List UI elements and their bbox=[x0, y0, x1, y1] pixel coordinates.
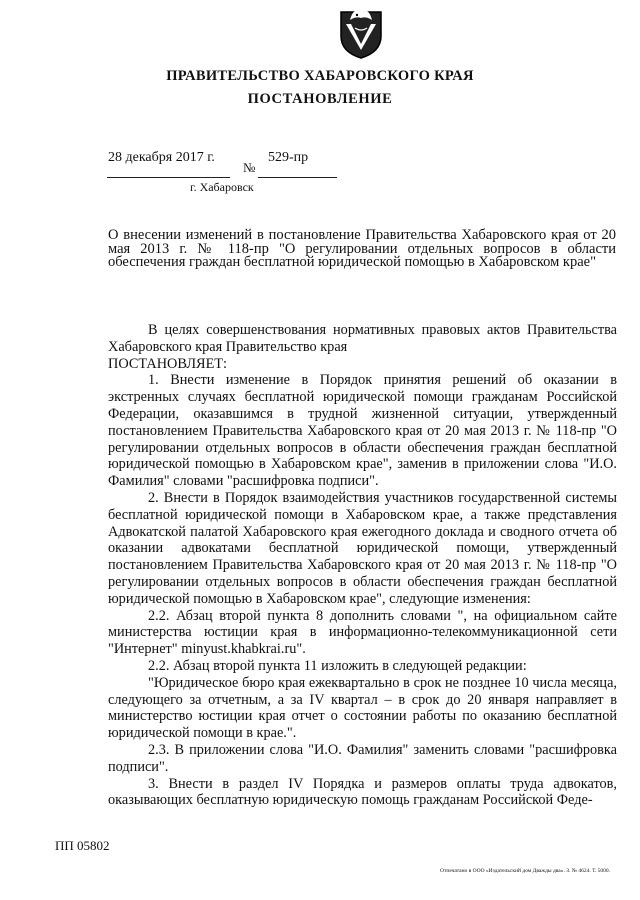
paragraph-3: 3. Внести в раздел IV Порядка и размеров оплаты труда адвокатов, оказывающих бесплатную юридическую помощь гражданам Российской Феде- bbox=[108, 775, 617, 809]
government-name: ПРАВИТЕЛЬСТВО ХАБАРОВСКОГО КРАЯ bbox=[166, 68, 474, 84]
print-imprint: Отпечатано в ООО «Издательский дом Дважды два». З. № 4624. Т. 5000. bbox=[440, 868, 611, 874]
preamble: В целях совершенствования нормативных правовых актов Правительства Хабаровского края Правительство края bbox=[108, 322, 617, 355]
khabarovsk-coat-of-arms-icon bbox=[338, 6, 384, 60]
document-type: ПОСТАНОВЛЕНИЕ bbox=[247, 91, 393, 107]
date-underline bbox=[107, 177, 230, 178]
resolves-heading: ПОСТАНОВЛЯЕТ: bbox=[108, 355, 228, 372]
paragraph-2-2-b-quote: "Юридическое бюро края ежеквартально в срок не позднее 10 числа месяца, следующего за отчетным, а за IV квартал – в срок до 20 января направляет в министерство юстиции края отчет о состоянии работы по оказанию бесплатной юридической помощи в крае.". bbox=[108, 674, 617, 742]
footer-code: ПП 05802 bbox=[55, 838, 110, 853]
decree-number: 529-пр bbox=[268, 150, 309, 165]
paragraph-2-2-a: 2.2. Абзац второй пункта 8 дополнить словами ", на официальном сайте министерства юстиции края в информационно-телекоммуникационной сети "Интернет" minyust.khabkrai.ru". bbox=[108, 607, 617, 658]
paragraph-2-3: 2.3. В приложении слова "И.О. Фамилия" заменить словами "расшифровка подписи". bbox=[108, 741, 617, 775]
number-underline bbox=[258, 177, 337, 178]
paragraph-2-2-b: 2.2. Абзац второй пункта 11 изложить в следующей редакции: bbox=[148, 657, 527, 674]
decree-body bbox=[108, 322, 617, 809]
number-label: № bbox=[243, 160, 256, 175]
paragraph-2: 2. Внести в Порядок взаимодействия участников государственной системы бесплатной юридической помощи в Хабаровском крае, а также представления Адвокатской палатой Хабаровского края ежегодного доклада и сводного отчета об оказании адвокатами бесплатной юридической помощи, утвержденный постановлением Правительства Хабаровского края от 20 мая 2013 г. № 118-пр "О регулировании отдельных вопросов в области обеспечения граждан бесплатной юридической помощью в Хабаровском крае", следующие изменения: bbox=[108, 489, 617, 607]
decree-date: 28 декабря 2017 г. bbox=[108, 150, 215, 165]
decree-title: О внесении изменений в постановление Правительства Хабаровского края от 20 мая 2013 г. № 118-пр "О регулировании отдельных вопросов в области обеспечения граждан бесплатной юридической помощью в Хабаровском крае" bbox=[108, 227, 616, 270]
city: г. Хабаровск bbox=[190, 180, 254, 194]
paragraph-1: 1. Внести изменение в Порядок принятия решений об оказании в экстренных случаях бесплатной юридической помощи гражданам Российской Федерации, оказавшимся в трудной жизненной ситуации, утвержденный постановлением Правительства Хабаровского края от 20 мая 2013 г. № 118-пр "О регулировании отдельных вопросов в области обеспечения граждан бесплатной юридической помощью в Хабаровском крае", заменив в приложении слова "И.О. Фамилия" словами "расшифровка подписи". bbox=[108, 372, 617, 490]
